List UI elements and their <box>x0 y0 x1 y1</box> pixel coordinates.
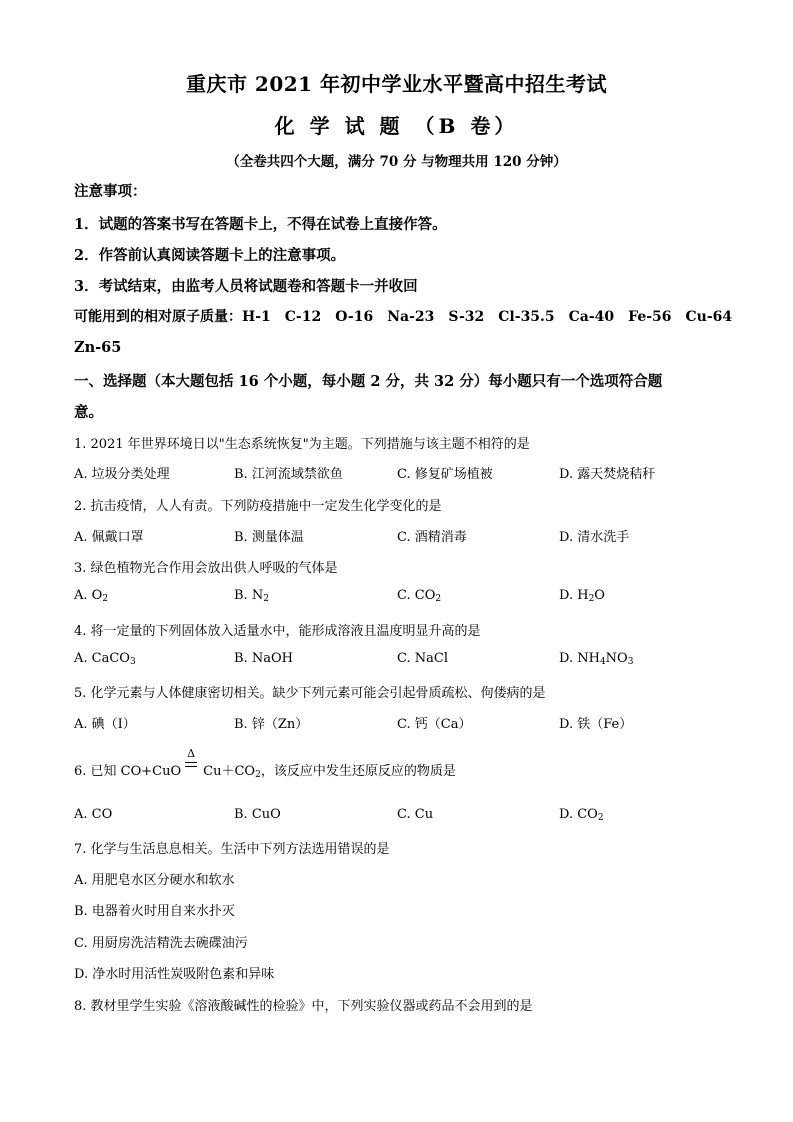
exam-duration-note: （全卷共四个大题，满分 70 分 与物理共用 120 分钟） <box>226 154 567 170</box>
q6-option-b: B. CuO <box>234 807 281 822</box>
q3-option-c: C. $CO_2$ <box>397 588 442 604</box>
exam-title: 重庆市 2021 年初中学业水平暨高中招生考试 <box>185 72 608 96</box>
q2-option-c: C. 酒精消毒 <box>397 530 467 545</box>
q2-option-d: D. 清水洗手 <box>559 530 630 545</box>
question-5-options <box>74 713 734 733</box>
question-1-stem: 1. 2021 年世界环境日以"生态系统恢复"为主题。下列措施与该主题不相符的是 <box>74 437 530 452</box>
q6-option-a: A. CO <box>74 807 113 822</box>
q7-option-c: C. 用厨房洗洁精洗去碗碟油污 <box>74 936 248 951</box>
q3-option-a: A. $O_2$ <box>74 588 109 604</box>
q5-option-d: D. 铁（Fe） <box>559 717 633 732</box>
question-8-stem: 8. 教材里学生实验《溶液酸碱性的检验》中，下列实验仪器或药品不会用到的是 <box>74 999 533 1014</box>
q6-option-c: C. Cu <box>397 807 434 822</box>
section-heading: 一、选择题（本大题包括 16 个小题，每小题 2 分，共 32 分）每小题只有一个选项符合题 <box>74 373 663 390</box>
question-7-stem: 7. 化学与生活息息相关。生活中下列方法选用错误的是 <box>74 842 390 857</box>
q1-option-d: D. 露天焚烧秸秆 <box>559 467 656 482</box>
question-5-stem: 5. 化学元素与人体健康密切相关。缺少下列元素可能会引起骨质疏松、佝偻病的是 <box>74 686 546 701</box>
question-4-stem: 4. 将一定量的下列固体放入适量水中，能形成溶液且温度明显升高的是 <box>74 624 481 639</box>
question-3-options <box>74 588 734 608</box>
notice-item-2: 2．作答前认真阅读答题卡上的注意事项。 <box>74 247 346 264</box>
section-heading-cont: 意。 <box>74 404 103 421</box>
q1-option-b: B. 江河流域禁欲鱼 <box>234 467 343 482</box>
notice-item-3: 3．考试结束，由监考人员将试题卷和答题卡一并收回 <box>74 278 418 295</box>
q3-option-d: D. $H_2O$ <box>559 588 605 604</box>
q2-option-b: B. 测量体温 <box>234 530 304 545</box>
q5-option-c: C. 钙（Ca） <box>397 717 472 732</box>
q1-option-a: A. 垃圾分类处理 <box>74 467 170 482</box>
q4-option-d: D. $NH_4NO_3$ <box>559 651 634 667</box>
notice-item-1: 1．试题的答案书写在答题卡上，不得在试卷上直接作答。 <box>74 216 447 233</box>
question-4-options <box>74 651 734 671</box>
notice-heading: 注意事项： <box>74 183 147 200</box>
q1-option-c: C. 修复矿场植被 <box>397 467 493 482</box>
q4-option-c: C. NaCl <box>397 651 448 666</box>
question-2-stem: 2. 抗击疫情，人人有责。下列防疫措施中一定发生化学变化的是 <box>74 499 442 514</box>
atomic-masses: 可能用到的相对原子质量：H-1 C-12 O-16 Na-23 S-32 Cl-35.5 Ca-40 Fe-56 Cu-64 <box>74 309 733 325</box>
q4-option-b: B. NaOH <box>234 651 293 666</box>
q2-option-a: A. 佩戴口罩 <box>74 530 144 545</box>
q7-option-a: A. 用肥皂水区分硬水和软水 <box>74 873 235 888</box>
q6-option-d: D. $CO_2$ <box>559 807 604 823</box>
question-6-options <box>74 807 734 827</box>
question-2-options <box>74 526 734 546</box>
q5-option-a: A. 碘（I） <box>74 717 136 732</box>
question-1-options <box>74 463 734 483</box>
question-6-stem: 6. 已知 CO+CuO Δ $Cu+CO_2$，该反应中发生还原反应的物质是 <box>74 747 456 780</box>
exam-subtitle: 化 学 试 题 （B 卷） <box>274 114 519 138</box>
q7-option-d: D. 净水时用活性炭吸附色素和异味 <box>74 967 275 982</box>
q4-option-a: A. CaCO$_3$ <box>74 651 136 667</box>
question-3-stem: 3. 绿色植物光合作用会放出供人呼吸的气体是 <box>74 561 338 576</box>
heat-condition-sign: Δ <box>181 761 203 777</box>
q3-option-b: B. $N_2$ <box>234 588 269 604</box>
q7-option-b: B. 电器着火时用自来水扑灭 <box>74 904 235 919</box>
atomic-masses-cont: Zn-65 <box>74 339 122 356</box>
q5-option-b: B. 锌（Zn） <box>234 717 309 732</box>
